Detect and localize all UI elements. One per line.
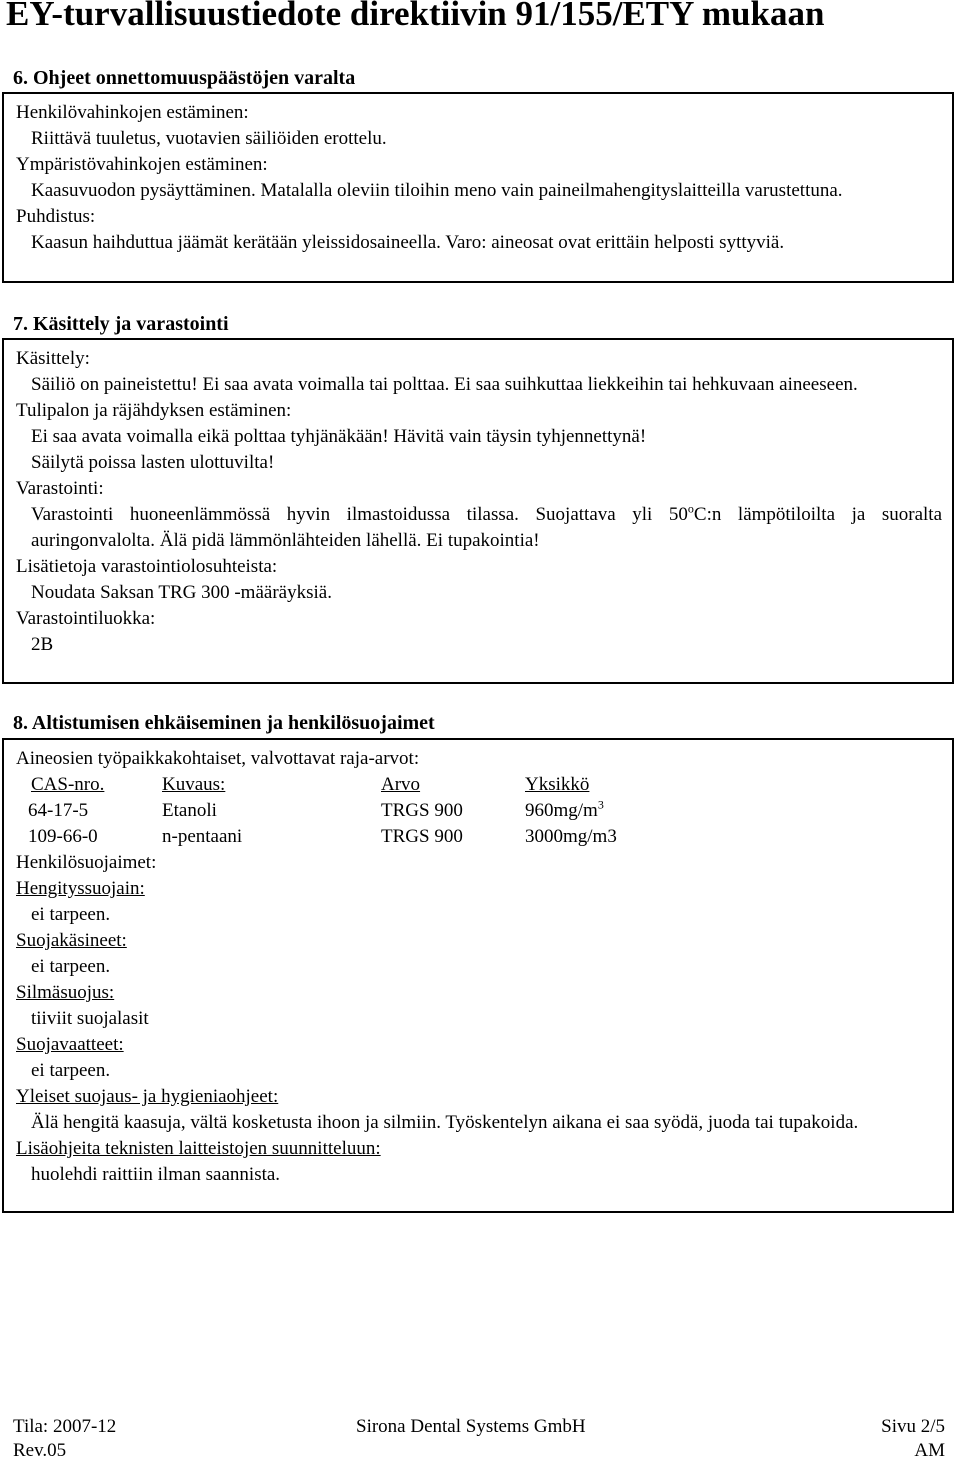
- footer-page-number: Sivu 2/5: [881, 1416, 945, 1437]
- fire-prevention-text-1: Ei saa avata voimalla eikä polttaa tyhjänäkään! Hävitä vain täysin tyhjennettynä!: [31, 426, 647, 447]
- col-header-value: Arvo: [381, 774, 421, 795]
- footer-company: Sirona Dental Systems GmbH: [356, 1416, 586, 1437]
- table-header-row: [4, 772, 952, 798]
- clothing-label: Suojavaatteet:: [16, 1034, 124, 1055]
- section-7-box: [2, 338, 954, 684]
- cell-description: Etanoli: [162, 800, 217, 821]
- environment-label: Ympäristövahinkojen estäminen:: [16, 154, 268, 175]
- cleanup-text: Kaasun haihduttua jäämät kerätään yleissidosaineella. Varo: aineosat ovat erittäin helposti syttyviä.: [31, 232, 785, 253]
- handling-label: Käsittely:: [16, 348, 90, 369]
- table-row: [4, 824, 952, 850]
- technical-label: Lisäohjeita teknisten laitteistojen suunnitteluun:: [16, 1138, 381, 1159]
- technical-text: huolehdi raittiin ilman saannista.: [31, 1164, 281, 1185]
- handling-text: Säiliö on paineistettu! Ei saa avata voimalla tai polttaa. Ei saa suihkuttaa liekkeihin tai hehkuvaan aineeseen.: [31, 374, 858, 395]
- storage-info-label: Lisätietoja varastointiolosuhteista:: [16, 556, 278, 577]
- footer-am: AM: [914, 1440, 945, 1461]
- gloves-label: Suojakäsineet:: [16, 930, 127, 951]
- section-7-heading: 7. Käsittely ja varastointi: [13, 313, 229, 335]
- respiratory-label: Hengityssuojain:: [16, 878, 145, 899]
- section-6-box: [2, 92, 954, 283]
- section-8-heading: 8. Altistumisen ehkäiseminen ja henkilösuojaimet: [13, 712, 435, 734]
- page-footer: [13, 1415, 945, 1463]
- storage-label: Varastointi:: [16, 478, 104, 499]
- document-title: EY-turvallisuustiedote direktiivin 91/155/ETY mukaan: [6, 0, 825, 33]
- section-8-box: [2, 738, 954, 1213]
- cell-unit: $960mg/m^3$: [525, 797, 604, 821]
- personal-injury-text: Riittävä tuuletus, vuotavien säiliöiden erottelu.: [31, 128, 387, 149]
- environment-text: Kaasuvuodon pysäyttäminen. Matalalla oleviin tiloihin meno vain paineilmahengityslaitteilla varustettuna.: [31, 180, 843, 201]
- footer-revision: Rev.05: [13, 1440, 67, 1461]
- ppe-label: Henkilösuojaimet:: [16, 852, 157, 873]
- hygiene-label: Yleiset suojaus- ja hygieniaohjeet:: [16, 1086, 279, 1107]
- hygiene-text: Älä hengitä kaasuja, vältä kosketusta ihoon ja silmiin. Työskentelyn aikana ei saa syödä, juoda tai tupakoida.: [31, 1112, 859, 1133]
- respiratory-text: ei tarpeen.: [31, 904, 111, 925]
- footer-status: Tila: 2007-12: [13, 1416, 117, 1437]
- cell-cas: 64-17-5: [28, 800, 89, 821]
- storage-class-label: Varastointiluokka:: [16, 608, 156, 629]
- clothing-text: ei tarpeen.: [31, 1060, 111, 1081]
- limit-values-table: [4, 772, 952, 850]
- personal-injury-label: Henkilövahinkojen estäminen:: [16, 102, 249, 123]
- cell-value: TRGS 900: [381, 826, 463, 847]
- cell-value: TRGS 900: [381, 800, 463, 821]
- limit-values-label: Aineosien työpaikkakohtaiset, valvottavat raja-arvot:: [16, 748, 420, 769]
- fire-prevention-label: Tulipalon ja räjähdyksen estäminen:: [16, 400, 292, 421]
- storage-class-value: 2B: [31, 634, 54, 655]
- fire-prevention-text-2: Säilytä poissa lasten ulottuvilta!: [31, 452, 275, 473]
- col-header-unit: Yksikkö: [525, 774, 590, 795]
- eye-protection-text: tiiviit suojalasit: [31, 1008, 149, 1029]
- storage-info-text: Noudata Saksan TRG 300 -määräyksiä.: [31, 582, 332, 603]
- col-header-description: Kuvaus:: [162, 774, 226, 795]
- section-6-heading: 6. Ohjeet onnettomuuspäästöjen varalta: [13, 67, 356, 89]
- table-row: [4, 798, 952, 824]
- cell-description: n-pentaani: [162, 826, 243, 847]
- eye-protection-label: Silmäsuojus:: [16, 982, 115, 1003]
- col-header-cas: CAS-nro.: [31, 774, 105, 795]
- storage-text: Varastointi huoneenlämmössä hyvin ilmastoidussa tilassa. Suojattava yli 50$^o$C:n lämpötiloilta ja suoralta auringonvalolta. Älä pidä lämmönlähteiden lähellä. Ei tupakointia!: [31, 501, 943, 551]
- cell-unit: 3000mg/m3: [525, 826, 617, 847]
- cell-cas: 109-66-0: [28, 826, 98, 847]
- gloves-text: ei tarpeen.: [31, 956, 111, 977]
- cleanup-label: Puhdistus:: [16, 206, 96, 227]
